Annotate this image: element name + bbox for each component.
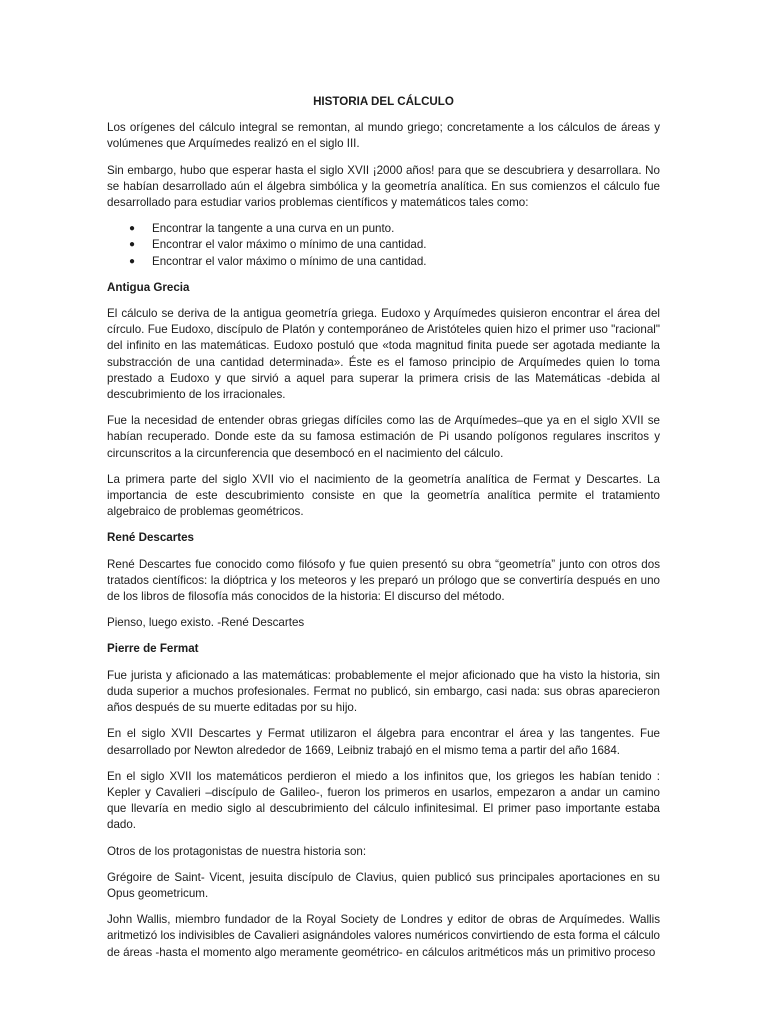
list-item [107,254,660,270]
paragraph: Fue jurista y aficionado a las matemáticas: probablemente el mejor aficionado que ha visto la historia, sin duda superior a muchos profesionales. Fermat no publicó, sin embargo, casi nada: sus obras aparecieron años después de su muerte editadas por su hijo. [107,668,660,715]
bullet-icon: ● [129,239,136,251]
paragraph: En el siglo XVII los matemáticos perdieron el miedo a los infinitos que, los griegos les habían tenido : Kepler y Cavalieri –discípulo de Galileo-, fueron los primeros en usarlos, empezaron a andar un camino que llevaría en medio siglo al descubrimiento del cálculo infinitesimal. El primer paso importante estaba dado. [107,769,660,832]
paragraph: Fue la necesidad de entender obras griegas difíciles como las de Arquímedes–que ya en el siglo XVII se habían recuperado. Donde este da su famosa estimación de Pi usando polígonos regulares inscritos y circunscritos a la circunferencia que desembocó en el nacimiento del cálculo. [107,414,660,460]
section-heading-pierre-de-fermat: Pierre de Fermat [107,642,199,656]
bullet-icon: ● [129,255,136,267]
bullet-list [107,221,660,270]
list-item [107,221,660,237]
bullet-icon: ● [129,223,136,235]
paragraph: El cálculo se deriva de la antigua geometría griega. Eudoxo y Arquímedes quisieron encontrar el área del círculo. Fue Eudoxo, discípulo de Platón y contemporáneo de Aristóteles quien hizo el primer uso "racional" del infinito en las matemáticas. Eudoxo postuló que «toda magnitud finita puede ser agotada mediante la substracción de una cantidad determinada». Éste es el famoso principio de Arquímedes quien lo toma prestado a Eudoxo y que sirvió a aquel para superar la primera crisis de las Matemáticas -debida al descubrimiento de los irracionales. [107,307,660,402]
list-item-text: Encontrar la tangente a una curva en un punto. [152,222,395,236]
section-heading-antigua-grecia: Antigua Grecia [107,280,190,294]
section-heading-rene-descartes: René Descartes [107,531,195,545]
page-title: HISTORIA DEL CÁLCULO [313,95,454,108]
paragraph: René Descartes fue conocido como filósofo y fue quien presentó su obra “geometría” junto con otros dos tratados científicos: la dióptrica y los meteoros y les preparó un prólogo que se convertiría después en uno de los libros de filosofía más conocidos de la historia: El discurso del método. [107,557,660,604]
paragraph: En el siglo XVII Descartes y Fermat utilizaron el álgebra para encontrar el área y las tangentes. Fue desarrollado por Newton alrededor de 1669, Leibniz trabajó en el mismo tema a partir del año 1684. [107,727,660,757]
paragraph: Grégoire de Saint- Vicent, jesuita discípulo de Clavius, quien publicó sus principales aportaciones en su Opus geometricum. [107,870,660,900]
paragraph: John Wallis, miembro fundador de la Royal Society de Londres y editor de obras de Arquímedes. Wallis aritmetizó los indivisibles de Cavalieri asignándoles valores numéricos convirtiendo de esta forma el cálculo de áreas -hasta el momento algo meramente geométrico- en cálculos aritméticos más un primitivo proceso [107,913,660,959]
quote-paragraph: Pienso, luego existo. -René Descartes [107,616,305,630]
list-item-text: Encontrar el valor máximo o mínimo de una cantidad. [152,254,427,268]
intro-paragraph-1: Los orígenes del cálculo integral se remontan, al mundo griego; concretamente a los cálculos de áreas y volúmenes que Arquímedes realizó en el siglo III. [107,121,660,151]
intro-paragraph-2: Sin embargo, hubo que esperar hasta el siglo XVII ¡2000 años! para que se descubriera y desarrollara. No se habían desarrollado aún el álgebra simbólica y la geometría analítica. En sus comienzos el cálculo fue desarrollado para estudiar varios problemas científicos y matemáticos tales como: [107,163,660,210]
paragraph: Otros de los protagonistas de nuestra historia son: [107,844,367,858]
list-item [107,237,660,253]
list-item-text: Encontrar el valor máximo o mínimo de una cantidad. [152,238,427,252]
paragraph: La primera parte del siglo XVII vio el nacimiento de la geometría analítica de Fermat y Descartes. La importancia de este descubrimiento consiste en que la geometría analítica permite el tratamiento algebraico de problemas geométricos. [107,472,660,519]
